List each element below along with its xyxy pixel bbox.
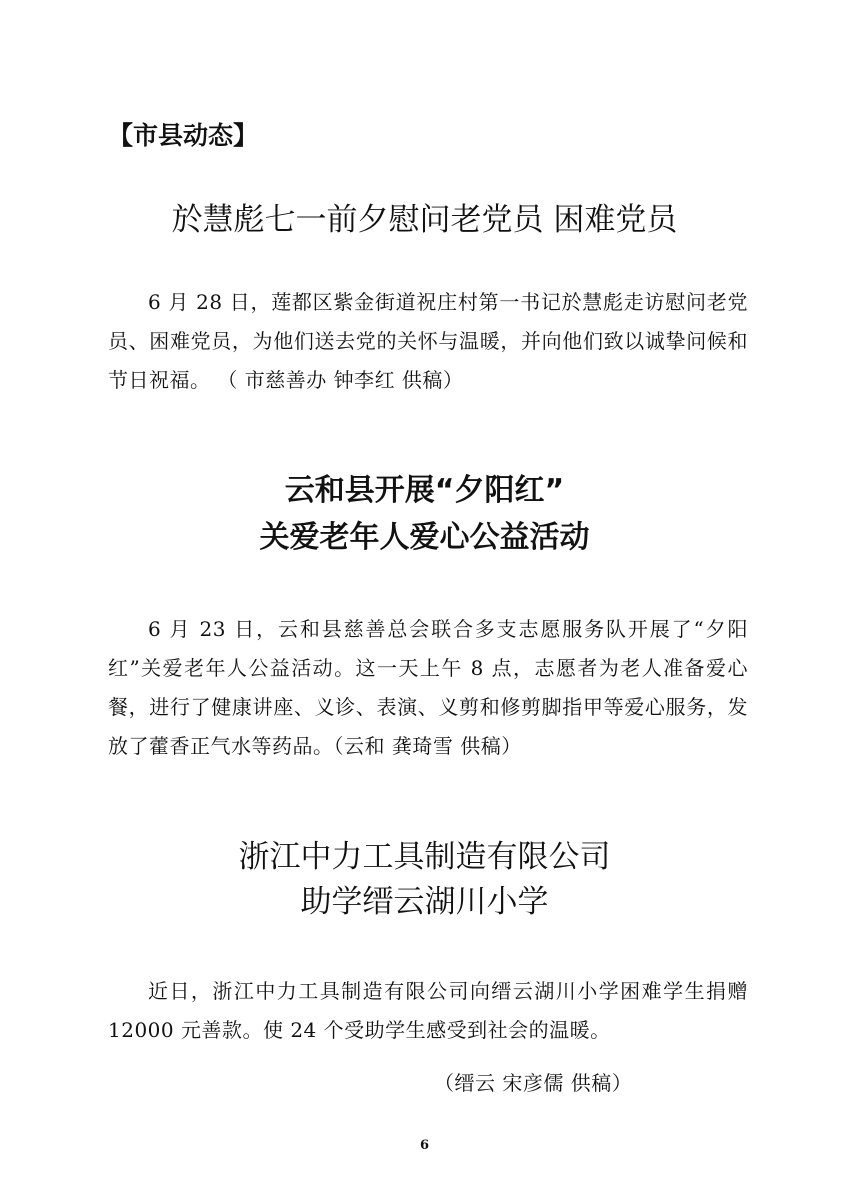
article-1-body: 6 月 28 日，莲都区紫金街道祝庄村第一书记於慧彪走访慰问老党员、困难党员，为他们送去党的关怀与温暖，并向他们致以诚挚问候和节日祝福。 （ 市慈善办 钟李红 供稿） — [108, 290, 748, 392]
section-label: 【市县动态】 — [108, 121, 259, 150]
article-2-body: 6 月 23 日，云和县慈善总会联合多支志愿服务队开展了“夕阳红”关爱老年人公益活动。这一天上午 8 点，志愿者为老人准备爱心餐，进行了健康讲座、义诊、表演、义剪和修剪脚指甲等爱心服务，发放了藿香正气水等药品。（云和 龚琦雪 供稿） — [108, 617, 748, 758]
article-3-body: 近日，浙江中力工具制造有限公司向缙云湖川小学困难学生捐赠 12000 元善款。使 24 个受助学生感受到社会的温暖。 — [108, 979, 748, 1042]
page-number: 6 — [419, 1138, 430, 1153]
article-3-title-line-1: 浙江中力工具制造有限公司 — [238, 839, 611, 875]
article-3-title-line-2: 助学缙云湖川小学 — [300, 884, 549, 920]
article-3-credit: （缙云 宋彦儒 供稿） — [434, 1071, 633, 1095]
article-2-title-line-1: 云和县开展“夕阳红” — [284, 473, 565, 508]
article-1-title: 於慧彪七一前夕慰问老党员 困难党员 — [171, 202, 678, 238]
article-2-title-line-2: 关爱老年人爱心公益活动 — [259, 520, 590, 555]
